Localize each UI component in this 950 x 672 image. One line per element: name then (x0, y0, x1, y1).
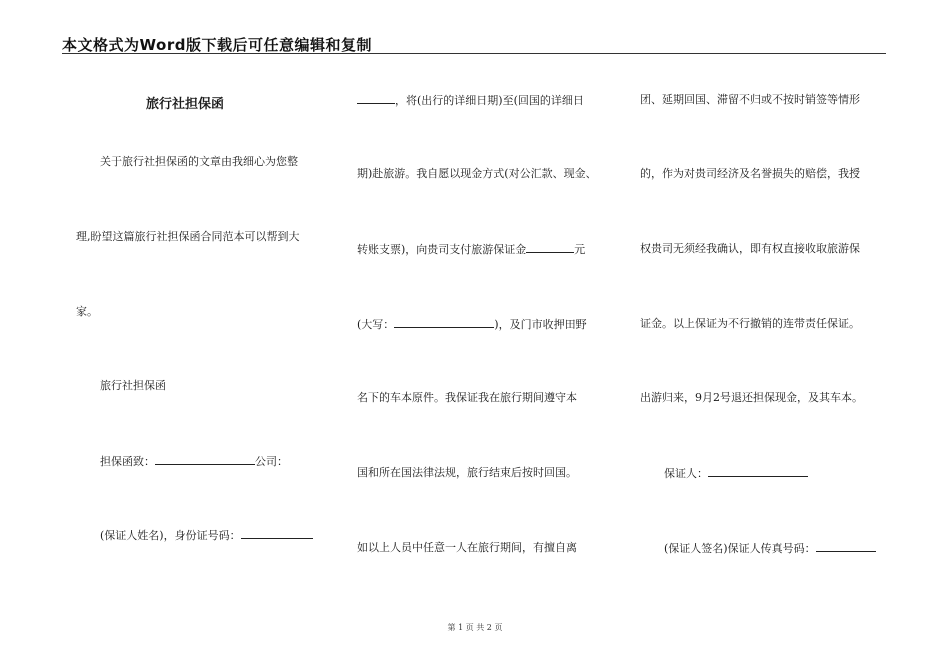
deposit-amount-line (357, 242, 585, 257)
currency-unit: 元 (574, 243, 586, 256)
guarantor-fax-line (664, 541, 876, 556)
guarantor-signature-line (664, 466, 808, 481)
body-line-11: 证金。以上保证为不行撤销的连带责任保证。 (640, 317, 860, 330)
header-divider (62, 53, 886, 54)
fax-label: (保证人签名)保证人传真号码： (664, 542, 816, 555)
document-banner: 本文格式为Word版下载后可任意编辑和复制 (62, 36, 372, 54)
deposit-amount-blank[interactable] (526, 242, 574, 253)
intro-line-2: 理,盼望这篇旅行社担保函合同范本可以帮到大 (76, 230, 300, 243)
intro-line-3: 家。 (76, 305, 98, 318)
body-line-12: 出游归来，9月2号退还担保现金，及其车本。 (640, 391, 863, 404)
body-line-8: 团、延期回国、滞留不归或不按时销签等情形 (640, 93, 860, 106)
amount-words-blank[interactable] (394, 317, 494, 328)
company-name-blank[interactable] (155, 454, 255, 465)
guarantor-id-line (100, 528, 313, 543)
page-number: 第 1 页 共 2 页 (447, 623, 503, 632)
travel-date-line (357, 93, 584, 108)
body-line-6: 国和所在国法律法规，旅行结束后按时回国。 (357, 466, 577, 479)
guarantor-name-blank[interactable] (708, 466, 808, 477)
intro-line-1: 关于旅行社担保函的文章由我细心为您整 (100, 155, 298, 168)
deposit-method-line: 期)赴旅游。我自愿以现金方式(对公汇款、现金、 (357, 167, 597, 180)
fax-number-blank[interactable] (816, 541, 876, 552)
company-suffix: 公司： (255, 455, 288, 468)
document-title: 旅行社担保函 (146, 97, 225, 112)
guarantor-id-label: (保证人姓名)，身份证号码： (100, 529, 241, 542)
body-line-7: 如以上人员中任意一人在旅行期间，有擅自离 (357, 541, 577, 554)
travel-date-text: ，将(出行的详细日期)至(回国的详细日 (395, 94, 584, 107)
amount-in-words-line (357, 317, 587, 332)
body-line-5: 名下的车本原件。我保证我在旅行期间遵守本 (357, 391, 577, 404)
id-number-blank[interactable] (241, 528, 313, 539)
body-line-9: 的，作为对贵司经济及名誉损失的赔偿，我授 (640, 167, 860, 180)
section-subtitle: 旅行社担保函 (100, 379, 166, 392)
guarantee-addressee-line (100, 454, 288, 469)
guarantor-label: 保证人： (664, 467, 708, 480)
addressee-label: 担保函致： (100, 455, 155, 468)
traveler-blank[interactable] (357, 93, 395, 104)
body-line-10: 权贵司无须经我确认，即有权直接收取旅游保 (640, 242, 860, 255)
amount-words-suffix: )，及门市收押田野 (494, 318, 587, 331)
deposit-amount-label: 转账支票)，向贵司支付旅游保证金 (357, 243, 527, 256)
amount-words-label: (大写： (357, 318, 395, 331)
